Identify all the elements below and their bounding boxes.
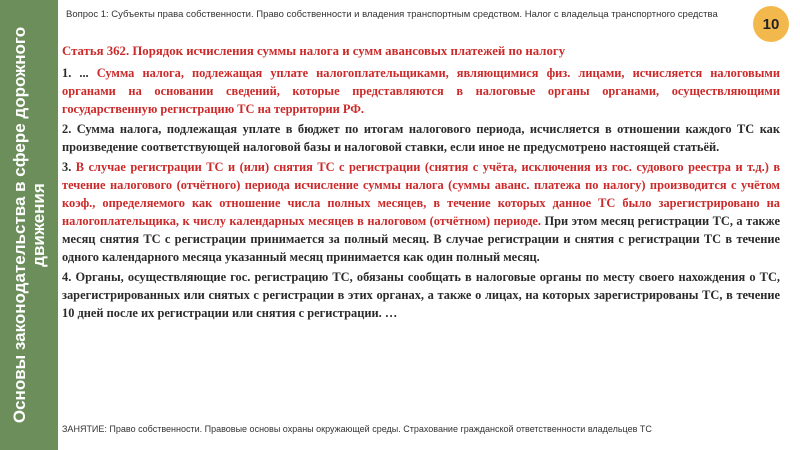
slide-footer: ЗАНЯТИЕ: Право собственности. Правовые основы охраны окружающей среды. Страхование гражданской ответственности владельцев ТС [62,424,652,434]
page-number-badge: 10 [753,6,789,42]
paragraph-1-highlight: Сумма налога, подлежащая уплате налогоплательщиками, являющимися физ. лицами, исчисляется налоговыми органами на основании сведений, которые представляются в налоговые органы органами, осуществляющими государственную регистрацию ТС на территории РФ. [62,66,781,116]
article-content [62,42,780,324]
paragraph-3-highlight: В случае регистрации ТС и (или) снятия ТС с регистрации (снятия с учёта, исключения из гос. судового реестра и т.д.) в течение налогового (отчётного) периода исчисление суммы налога (суммы аванс. платежа по налогу) производится с учётом коэф., определяемого как отношение числа полных месяцев, в течение которых данное ТС было зарегистрировано на налогоплательщика, к числу календарных месяцев в налоговом (отчётном) периоде. [62,160,781,228]
sidebar [0,0,58,450]
paragraph-3-rest: При этом месяц регистрации ТС, а также месяц снятия ТС с регистрации принимается за полный месяц. В случае регистрации и снятия с регистрации ТС в течение одного календарного месяца указанный месяц принимается как один полный месяц. [62,214,780,264]
paragraph-2: 2. Сумма налога, подлежащая уплате в бюджет по итогам налогового периода, исчисляется в отношении каждого ТС как произведение соответствующей налоговой базы и налоговой ставки, если иное не предусмотрено настоящей статьёй. [62,122,780,154]
paragraph-3 [62,158,780,266]
article-title: Статья 362. Порядок исчисления суммы налога и сумм авансовых платежей по налогу [62,44,566,58]
paragraph-1 [62,64,780,118]
paragraph-4: 4. Органы, осуществляющие гос. регистрацию ТС, обязаны сообщать в налоговые органы по месту своего нахождения о ТС, зарегистрированных или снятых с регистрации в этих органах, а также о лицах, на которых зарегистрированы ТС, в течение 10 дней после их регистрации или снятия с регистрации. … [62,270,780,320]
paragraph-3-prefix: 3. [62,160,76,174]
paragraph-1-prefix: 1. ... [62,66,97,80]
slide-header: Вопрос 1: Субъекты права собственности. Право собственности и владения транспортным средством. Налог с владельца транспортного средства [66,9,718,20]
sidebar-title: Основы законодательства в сфере дорожного движения [10,26,48,424]
